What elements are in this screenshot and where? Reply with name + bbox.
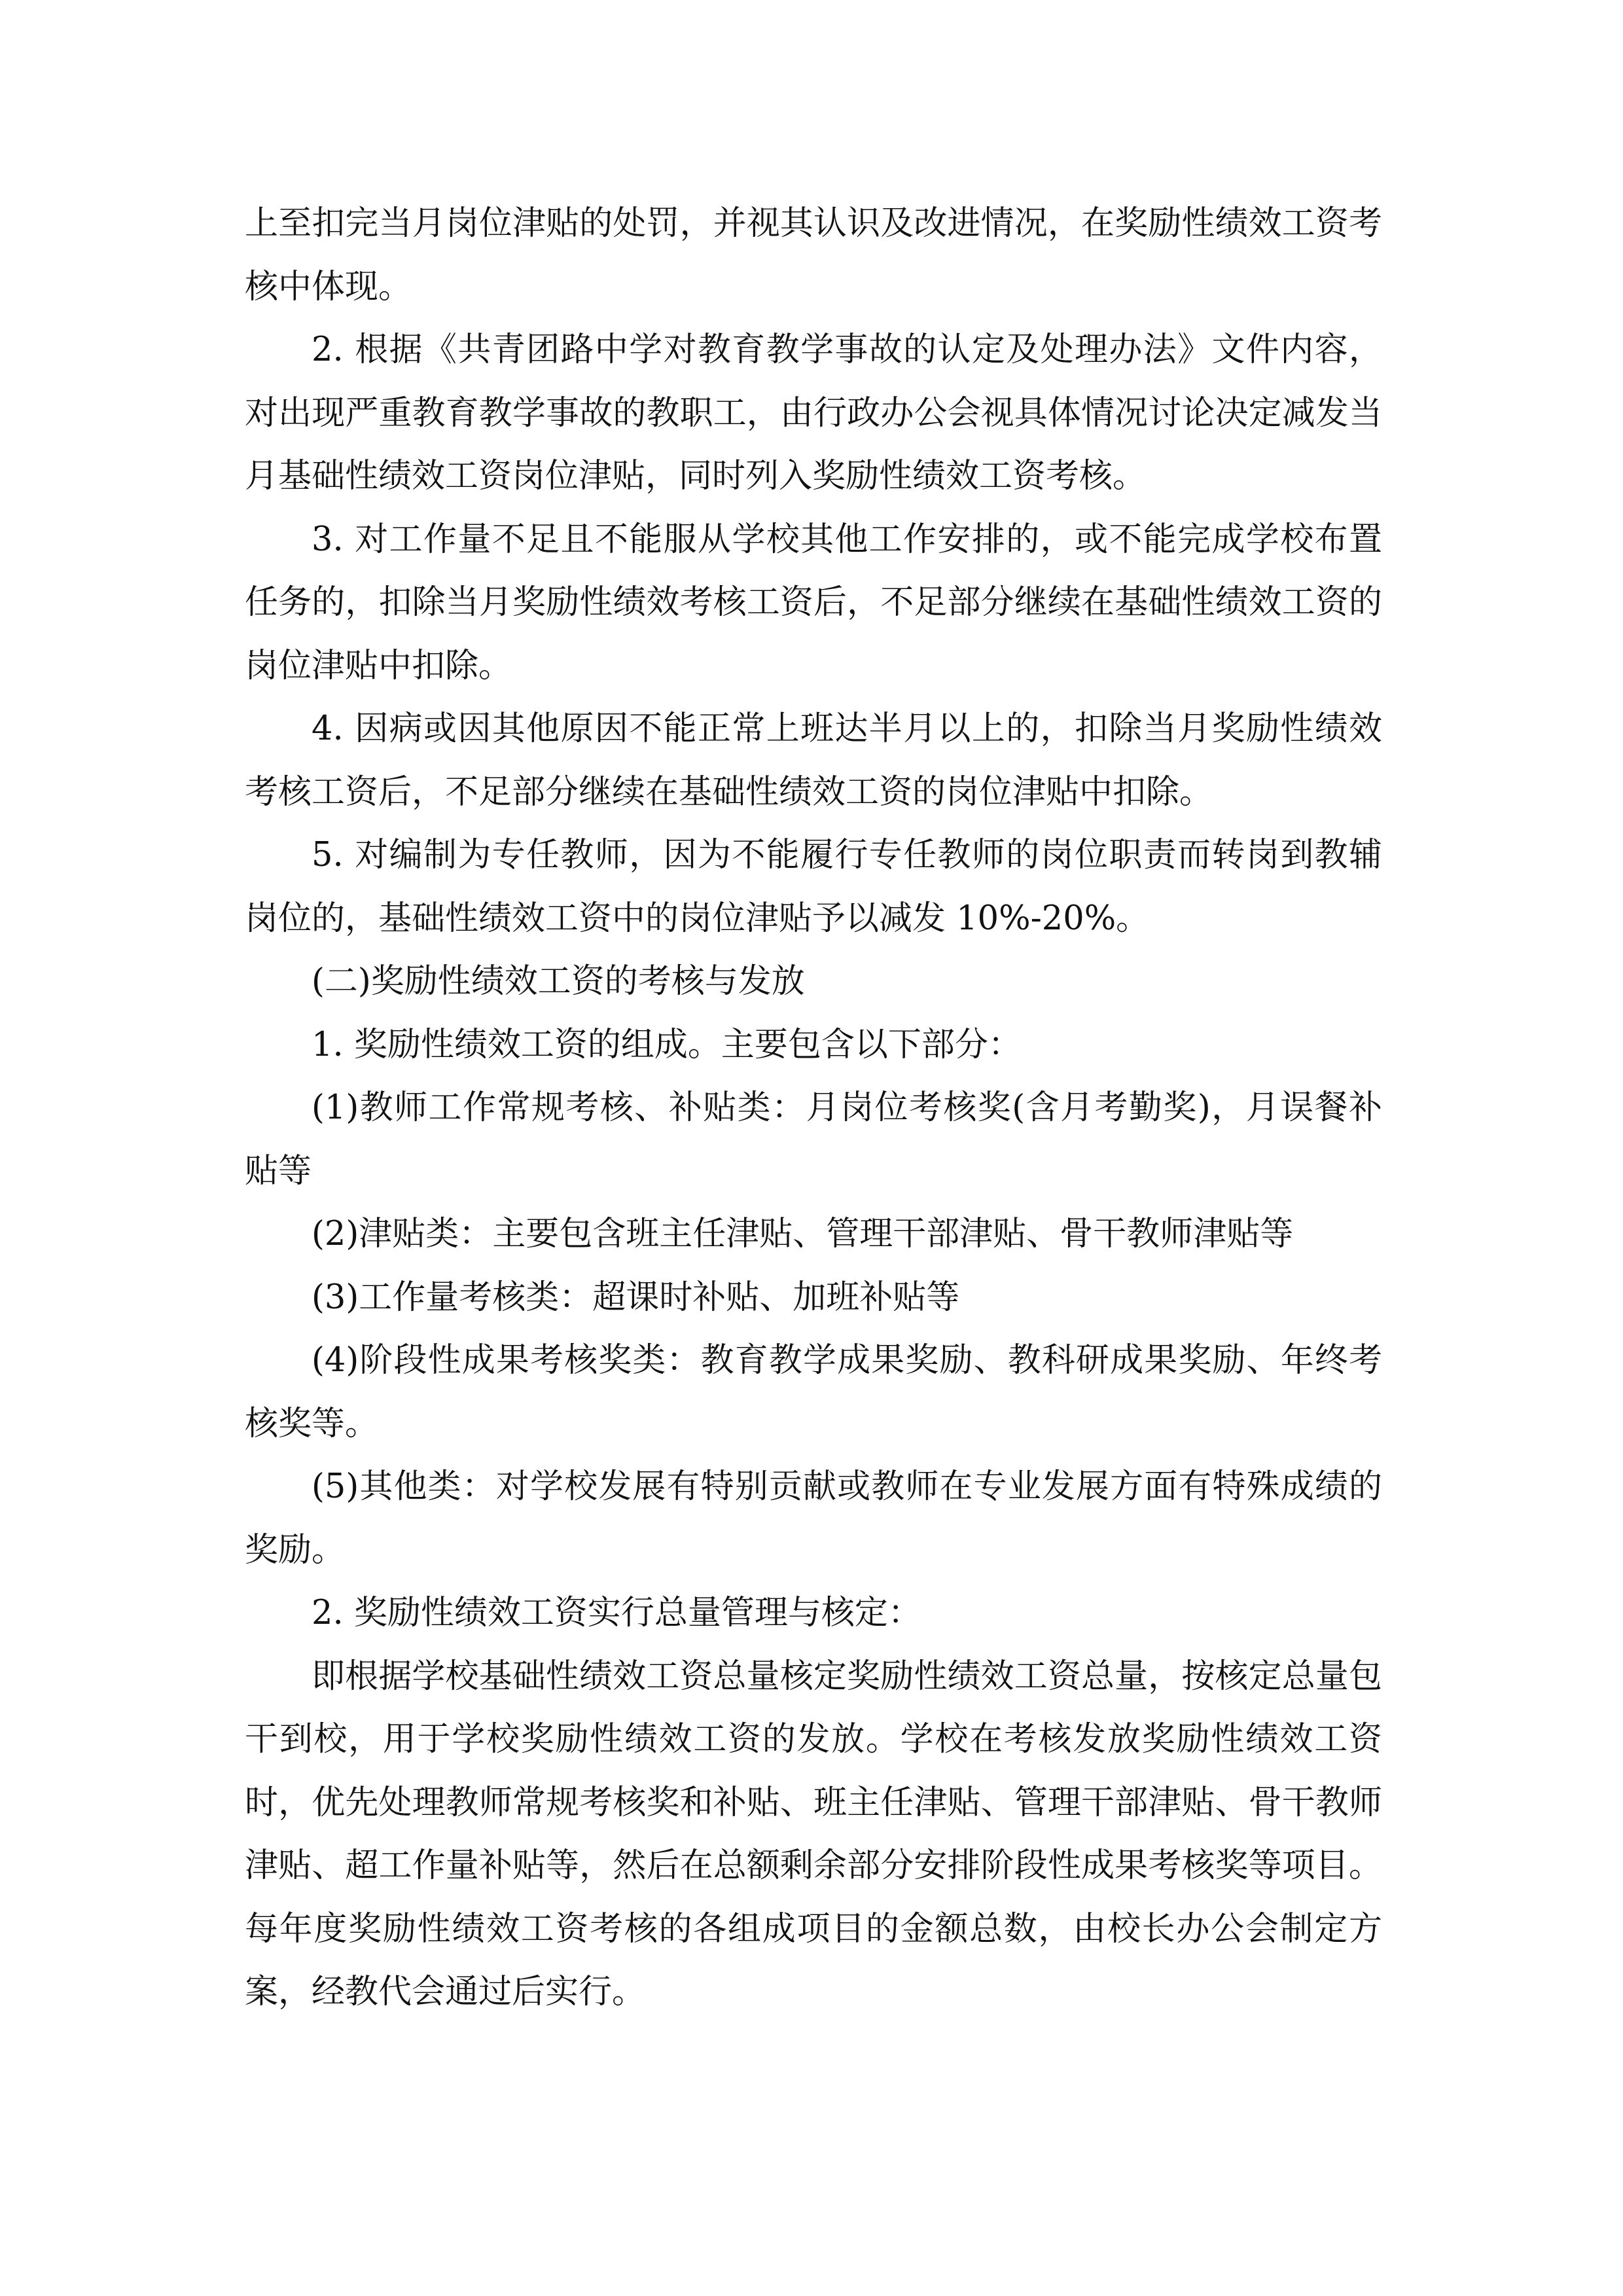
section-heading: (二)奖励性绩效工资的考核与发放 [312,962,805,1001]
subitem-5: (5)其他类：对学校发展有特别贡献或教师在专业发展方面有特殊成绩的奖励。 [245,1467,1382,1570]
paragraph-total-details: 即根据学校基础性绩效工资总量核定奖励性绩效工资总量，按核定总量包干到校，用于学校奖励性绩效工资的发放。学校在考核发放奖励性绩效工资时，优先处理教师常规考核奖和补贴、班主任津贴、管理干部津贴、骨干教师津贴、超工作量补贴等，然后在总额剩余部分安排阶段性成果考核奖等项目。每年度奖励性绩效工资考核的各组成项目的金额总数，由校长办公会制定方案，经教代会通过后实行。 [245,1657,1382,2011]
document-body [245,192,1382,2024]
paragraph-item-4: 4. 因病或因其他原因不能正常上班达半月以上的，扣除当月奖励性绩效考核工资后，不足部分继续在基础性绩效工资的岗位津贴中扣除。 [245,709,1382,812]
paragraph-item-2: 2. 根据《共青团路中学对教育教学事故的认定及处理办法》文件内容，对出现严重教育教学事故的教职工，由行政办公会视具体情况讨论决定减发当月基础性绩效工资岗位津贴，同时列入奖励性绩效工资考核。 [245,331,1382,495]
paragraph-item-3: 3. 对工作量不足且不能服从学校其他工作安排的，或不能完成学校布置任务的，扣除当月奖励性绩效考核工资后，不足部分继续在基础性绩效工资的岗位津贴中扣除。 [245,520,1382,685]
paragraph-composition: 1. 奖励性绩效工资的组成。主要包含以下部分： [312,1025,1022,1064]
subitem-2: (2)津贴类：主要包含班主任津贴、管理干部津贴、骨干教师津贴等 [312,1215,1294,1253]
subitem-3: (3)工作量考核类：超课时补贴、加班补贴等 [312,1278,960,1317]
paragraph-continuation: 上至扣完当月岗位津贴的处罚，并视其认识及改进情况，在奖励性绩效工资考核中体现。 [245,204,1382,306]
paragraph-item-5: 5. 对编制为专任教师，因为不能履行专任教师的岗位职责而转岗到教辅岗位的，基础性绩效工资中的岗位津贴予以减发 10%-20%。 [245,836,1382,938]
subitem-1: (1)教师工作常规考核、补贴类：月岗位考核奖(含月考勤奖)，月误餐补贴等 [245,1088,1382,1191]
paragraph-total-management: 2. 奖励性绩效工资实行总量管理与核定： [312,1594,921,1632]
subitem-4: (4)阶段性成果考核奖类：教育教学成果奖励、教科研成果奖励、年终考核奖等。 [245,1341,1382,1443]
